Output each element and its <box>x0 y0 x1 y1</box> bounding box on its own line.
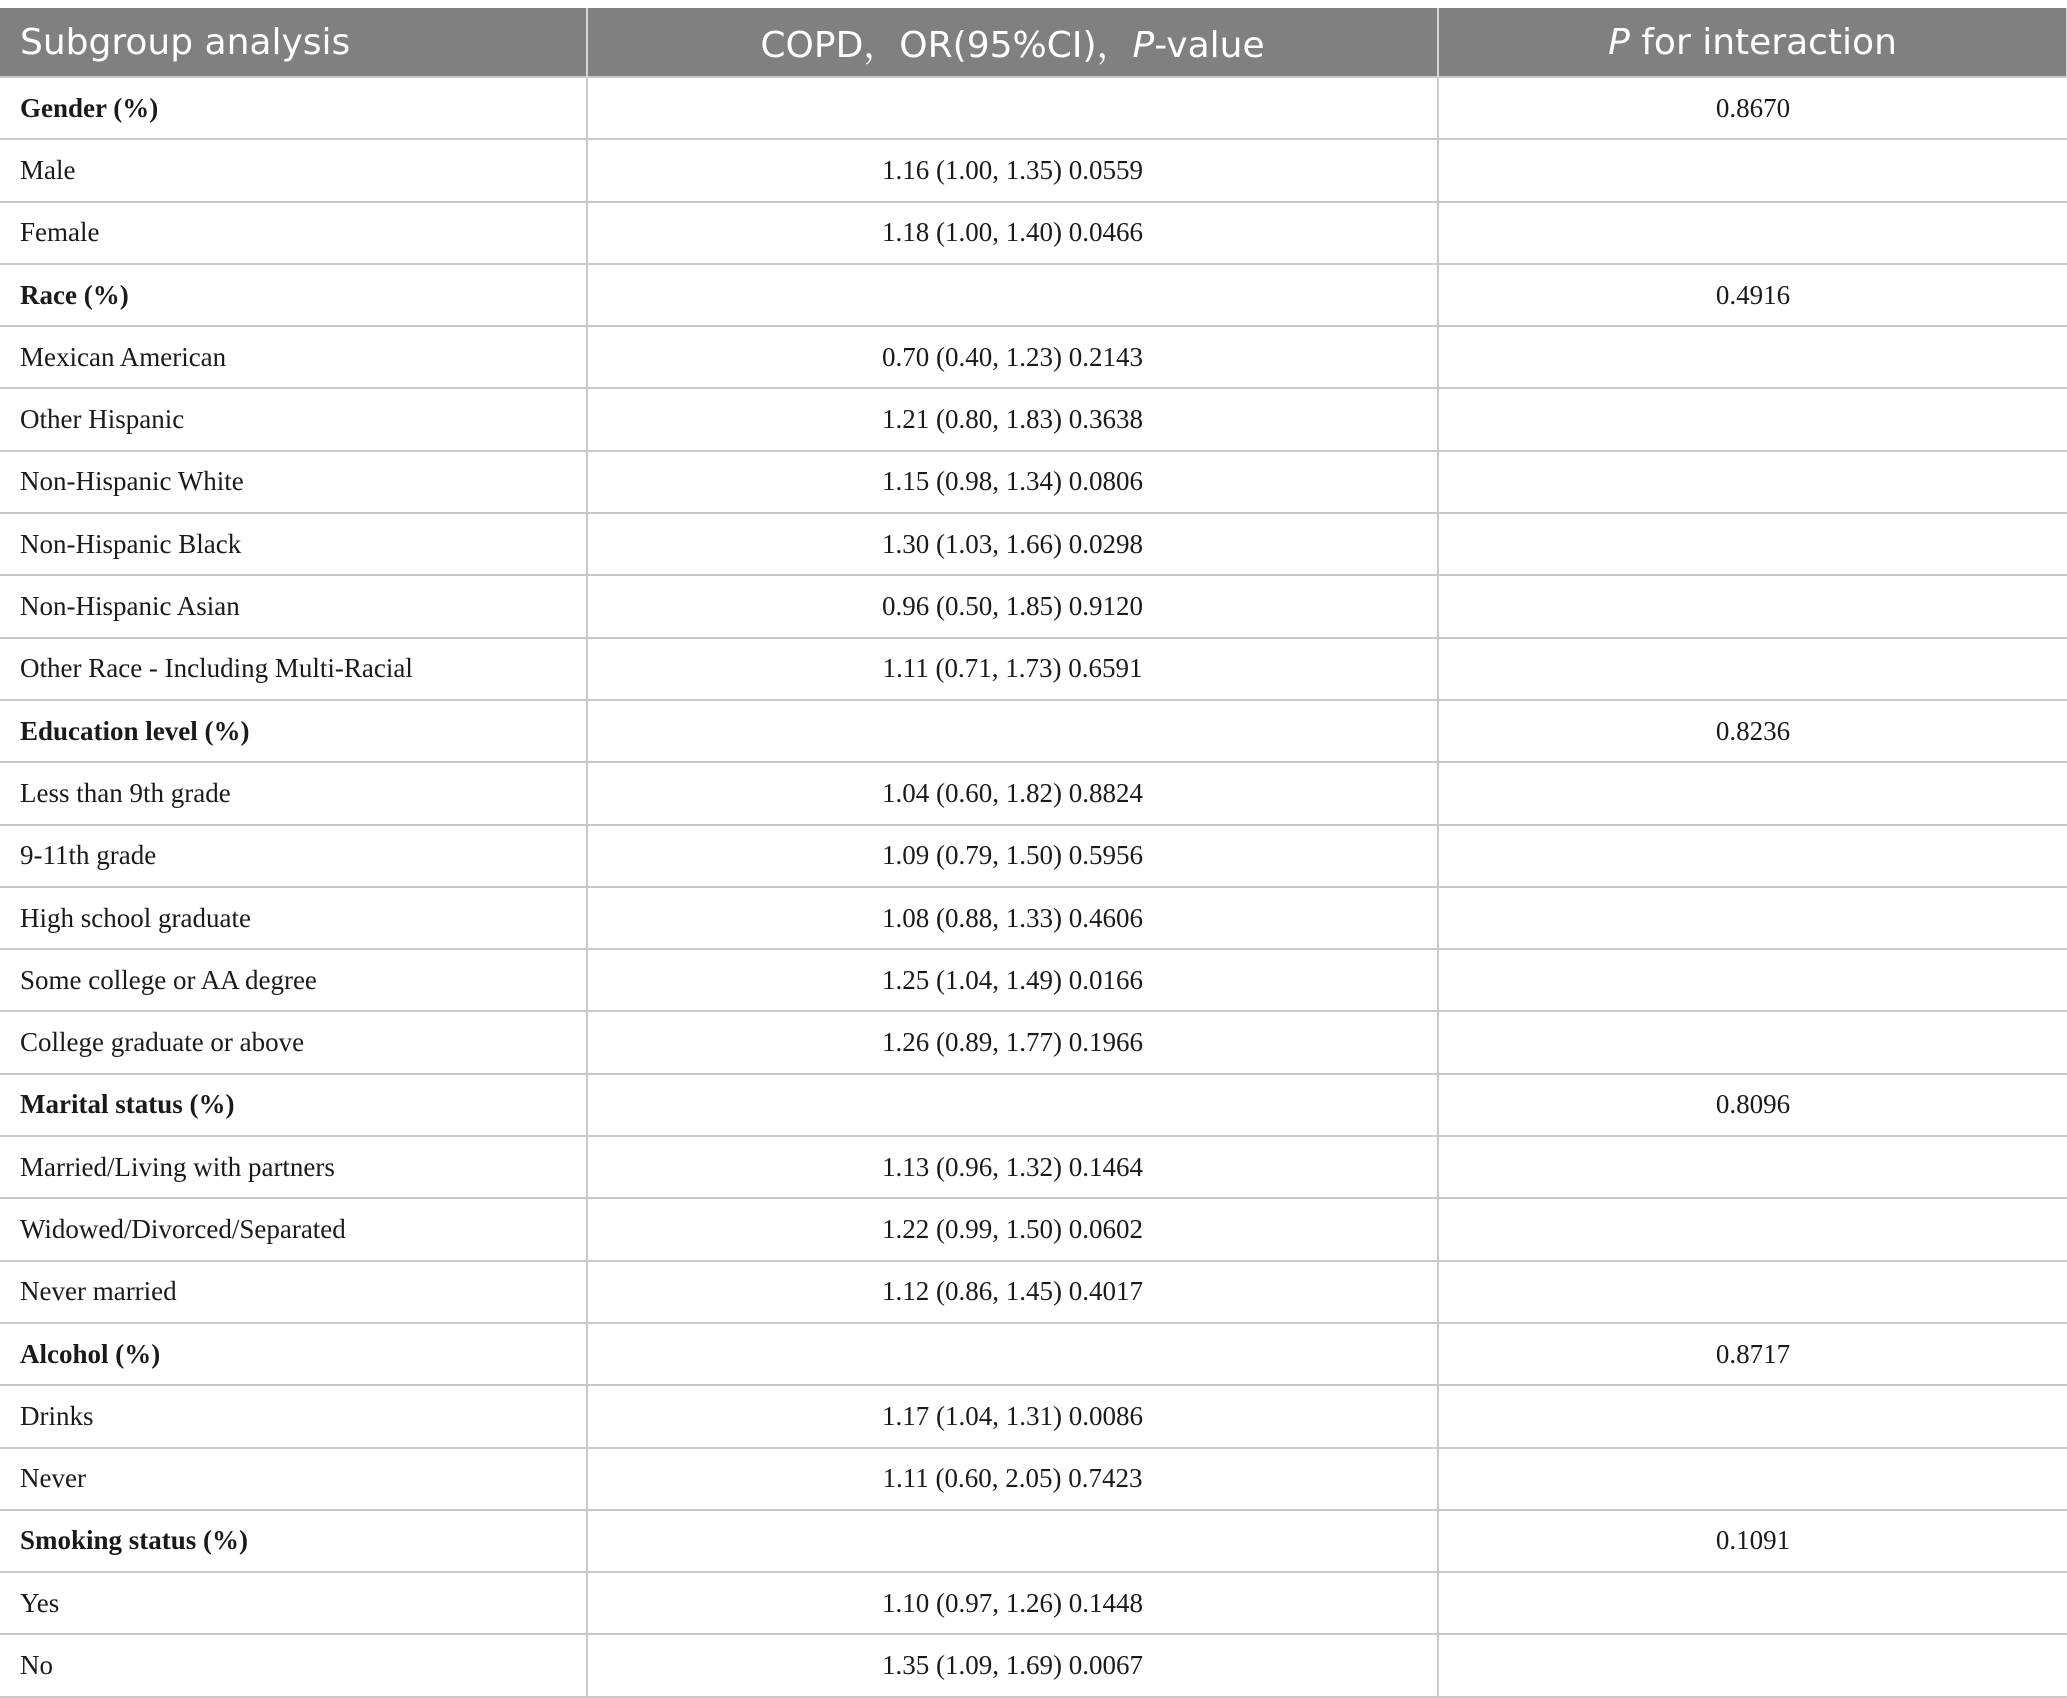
group-row <box>0 1510 2067 1572</box>
table-body <box>0 77 2067 1697</box>
row-p-interaction <box>1438 762 2067 824</box>
row-or-value: 1.08 (0.88, 1.33) 0.4606 <box>587 887 1438 949</box>
row-or-value: 1.21 (0.80, 1.83) 0.3638 <box>587 388 1438 450</box>
row-label: College graduate or above <box>0 1011 587 1073</box>
row-label: Non-Hispanic Black <box>0 513 587 575</box>
row-p-interaction <box>1438 451 2067 513</box>
header-copd-p-italic: P <box>1132 24 1155 66</box>
row-or-value: 1.22 (0.99, 1.50) 0.0602 <box>587 1198 1438 1260</box>
row-or-value <box>587 700 1438 762</box>
row-or-value: 1.09 (0.79, 1.50) 0.5956 <box>587 825 1438 887</box>
row-label: High school graduate <box>0 887 587 949</box>
table-row <box>0 1261 2067 1323</box>
row-p-interaction <box>1438 1448 2067 1510</box>
row-label: Education level (%) <box>0 700 587 762</box>
row-p-interaction <box>1438 1385 2067 1447</box>
group-row <box>0 264 2067 326</box>
row-p-interaction <box>1438 326 2067 388</box>
row-label: Marital status (%) <box>0 1074 587 1136</box>
row-p-interaction <box>1438 388 2067 450</box>
row-p-interaction <box>1438 202 2067 264</box>
row-label: Never married <box>0 1261 587 1323</box>
table-row <box>0 513 2067 575</box>
row-or-value <box>587 1323 1438 1385</box>
row-p-interaction: 0.1091 <box>1438 1510 2067 1572</box>
row-label: Gender (%) <box>0 77 587 139</box>
group-row <box>0 77 2067 139</box>
table-row <box>0 1385 2067 1447</box>
row-label: Drinks <box>0 1385 587 1447</box>
group-row <box>0 1074 2067 1136</box>
row-label: Race (%) <box>0 264 587 326</box>
row-or-value: 0.96 (0.50, 1.85) 0.9120 <box>587 575 1438 637</box>
group-row <box>0 1323 2067 1385</box>
row-label: Non-Hispanic White <box>0 451 587 513</box>
row-p-interaction <box>1438 1572 2067 1634</box>
row-p-interaction <box>1438 1011 2067 1073</box>
table-row <box>0 1198 2067 1260</box>
table-row <box>0 638 2067 700</box>
row-p-interaction: 0.8717 <box>1438 1323 2067 1385</box>
row-p-interaction <box>1438 638 2067 700</box>
row-label: Other Hispanic <box>0 388 587 450</box>
row-or-value <box>587 77 1438 139</box>
row-or-value: 1.15 (0.98, 1.34) 0.0806 <box>587 451 1438 513</box>
subgroup-analysis-table <box>0 8 2067 1698</box>
row-label: No <box>0 1634 587 1696</box>
table-header <box>0 8 2067 77</box>
table-row <box>0 575 2067 637</box>
row-p-interaction <box>1438 949 2067 1011</box>
row-or-value: 1.10 (0.97, 1.26) 0.1448 <box>587 1572 1438 1634</box>
row-label: Widowed/Divorced/Separated <box>0 1198 587 1260</box>
row-p-interaction <box>1438 825 2067 887</box>
table-row <box>0 451 2067 513</box>
row-or-value: 1.12 (0.86, 1.45) 0.4017 <box>587 1261 1438 1323</box>
row-p-interaction <box>1438 1634 2067 1696</box>
row-label: Other Race - Including Multi-Racial <box>0 638 587 700</box>
row-or-value: 1.18 (1.00, 1.40) 0.0466 <box>587 202 1438 264</box>
header-p-for-interaction <box>1438 8 2067 77</box>
row-or-value: 1.16 (1.00, 1.35) 0.0559 <box>587 139 1438 201</box>
table-row <box>0 1011 2067 1073</box>
row-or-value: 1.17 (1.04, 1.31) 0.0086 <box>587 1385 1438 1447</box>
row-p-interaction <box>1438 1261 2067 1323</box>
row-p-interaction: 0.4916 <box>1438 264 2067 326</box>
header-p-suffix: for interaction <box>1629 21 1897 63</box>
row-label: Smoking status (%) <box>0 1510 587 1572</box>
table-row <box>0 326 2067 388</box>
row-p-interaction <box>1438 139 2067 201</box>
row-label: Non-Hispanic Asian <box>0 575 587 637</box>
row-or-value <box>587 1510 1438 1572</box>
row-or-value: 1.11 (0.71, 1.73) 0.6591 <box>587 638 1438 700</box>
row-p-interaction: 0.8096 <box>1438 1074 2067 1136</box>
row-label: Some college or AA degree <box>0 949 587 1011</box>
row-or-value <box>587 1074 1438 1136</box>
header-copd-or-text: COPD，OR(95%CI)， <box>760 24 1133 66</box>
row-label: 9-11th grade <box>0 825 587 887</box>
table-row <box>0 139 2067 201</box>
table-row <box>0 388 2067 450</box>
table-row <box>0 1448 2067 1510</box>
row-or-value: 1.35 (1.09, 1.69) 0.0067 <box>587 1634 1438 1696</box>
row-p-interaction <box>1438 1198 2067 1260</box>
group-row <box>0 700 2067 762</box>
row-label: Male <box>0 139 587 201</box>
table-row <box>0 1634 2067 1696</box>
row-or-value: 0.70 (0.40, 1.23) 0.2143 <box>587 326 1438 388</box>
row-p-interaction <box>1438 575 2067 637</box>
row-p-interaction <box>1438 513 2067 575</box>
table-row <box>0 1136 2067 1198</box>
row-p-interaction <box>1438 887 2067 949</box>
header-row <box>0 8 2067 77</box>
row-label: Mexican American <box>0 326 587 388</box>
table-row <box>0 825 2067 887</box>
row-label: Never <box>0 1448 587 1510</box>
table-row <box>0 949 2067 1011</box>
row-or-value <box>587 264 1438 326</box>
row-or-value: 1.30 (1.03, 1.66) 0.0298 <box>587 513 1438 575</box>
row-label: Female <box>0 202 587 264</box>
row-p-interaction <box>1438 1136 2067 1198</box>
row-or-value: 1.13 (0.96, 1.32) 0.1464 <box>587 1136 1438 1198</box>
row-label: Less than 9th grade <box>0 762 587 824</box>
row-label: Married/Living with partners <box>0 1136 587 1198</box>
row-label: Alcohol (%) <box>0 1323 587 1385</box>
row-or-value: 1.25 (1.04, 1.49) 0.0166 <box>587 949 1438 1011</box>
row-or-value: 1.04 (0.60, 1.82) 0.8824 <box>587 762 1438 824</box>
row-p-interaction: 0.8236 <box>1438 700 2067 762</box>
header-copd-p-suffix: -value <box>1154 24 1265 66</box>
header-copd-or <box>587 8 1438 77</box>
row-or-value: 1.11 (0.60, 2.05) 0.7423 <box>587 1448 1438 1510</box>
row-p-interaction: 0.8670 <box>1438 77 2067 139</box>
row-or-value: 1.26 (0.89, 1.77) 0.1966 <box>587 1011 1438 1073</box>
table-row <box>0 1572 2067 1634</box>
header-p-italic: P <box>1608 21 1630 63</box>
table-row <box>0 202 2067 264</box>
row-label: Yes <box>0 1572 587 1634</box>
header-subgroup-analysis: Subgroup analysis <box>0 8 587 77</box>
table-row <box>0 762 2067 824</box>
table-row <box>0 887 2067 949</box>
